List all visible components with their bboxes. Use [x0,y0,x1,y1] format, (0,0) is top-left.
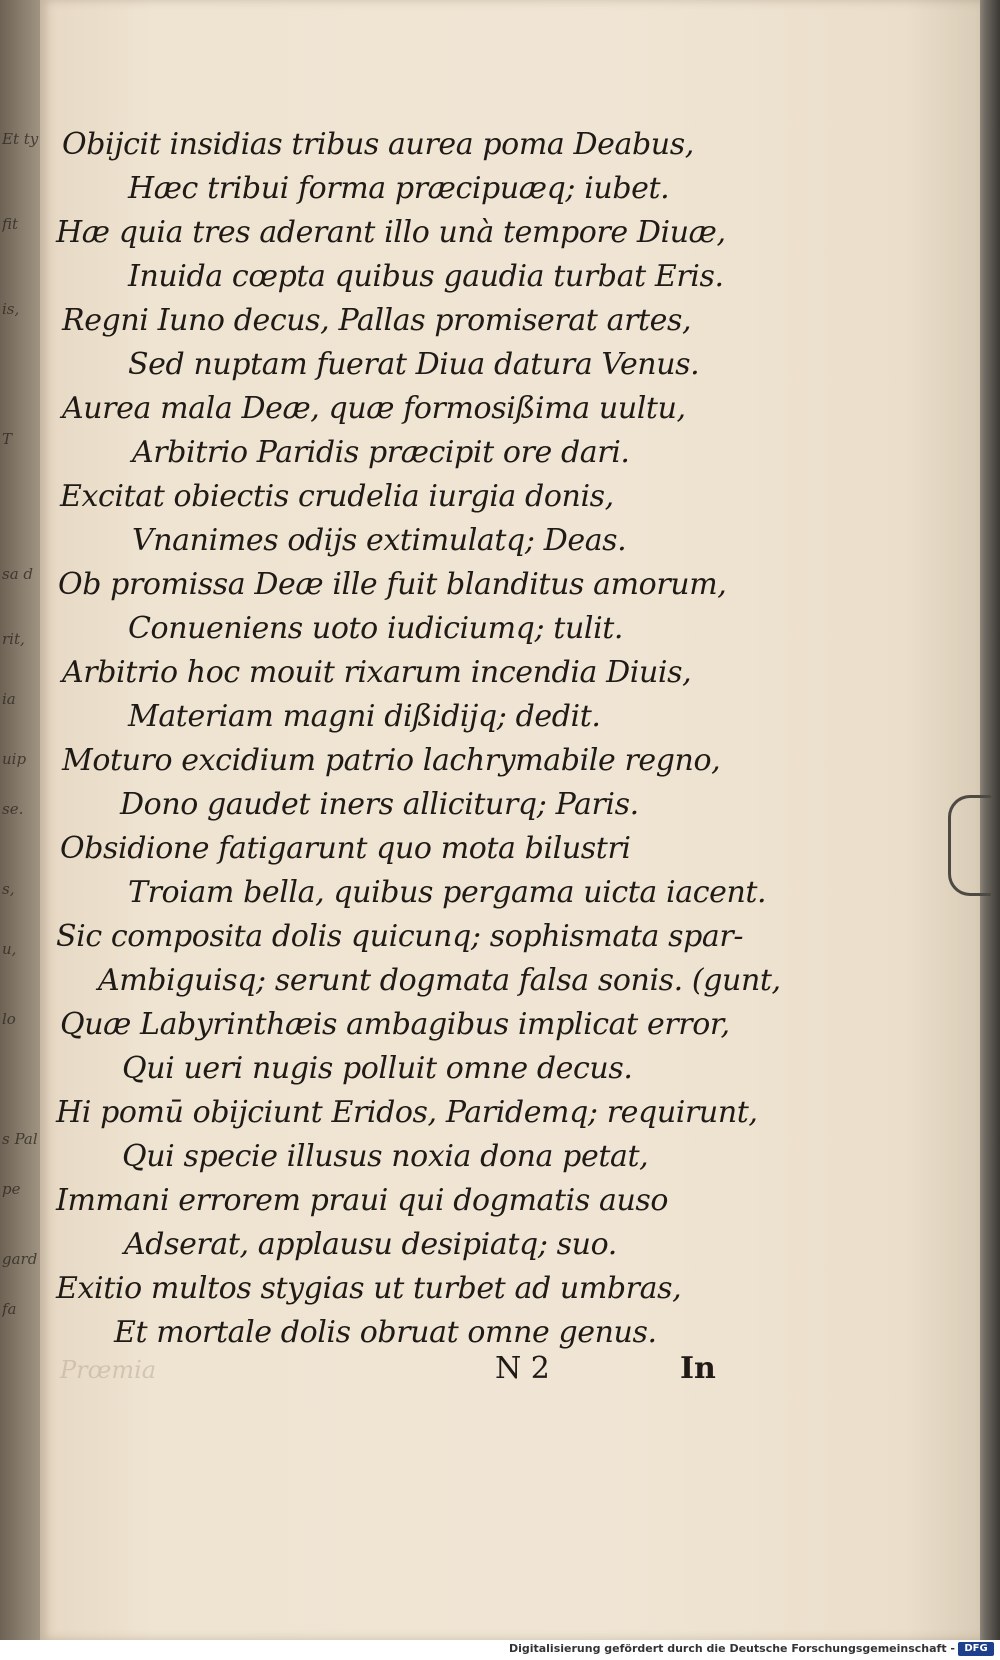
verse-line: Moturo excidium patrio lachrymabile regno, [62,743,721,778]
verse-line: Materiam magni dißidijq; dedit. [128,699,601,734]
poem-text [40,0,980,1400]
gutter-fragment: uip [2,750,27,768]
verse-line: Arbitrio hoc mouit rixarum incendia Diuis, [62,655,692,690]
verse-line: Dono gaudet iners alliciturq; Paris. [120,787,639,822]
gutter-fragment: lo [2,1010,16,1028]
verse-line: Et mortale dolis obruat omne genus. [114,1315,657,1350]
gutter-fragment: fa [2,1300,17,1318]
verse-line: Exitio multos stygias ut turbet ad umbras, [56,1271,682,1306]
gutter-fragment: rit, [2,630,25,648]
gutter-fragment: sa d [2,565,34,583]
verse-line: Troiam bella, quibus pergama uicta iacent. [128,875,767,910]
verse-line: Quæ Labyrinthæis ambagibus implicat error, [60,1007,730,1042]
page-clip [948,795,991,896]
gutter-fragment: gard [2,1250,38,1268]
gutter-fragment: s Pal [2,1130,38,1148]
verse-line: Conueniens uoto iudiciumq; tulit. [128,611,624,646]
bleed-through-text: Prœmia [60,1356,157,1384]
gutter-fragment: u, [2,940,17,958]
verse-line: Excitat obiectis crudelia iurgia donis, [60,479,614,514]
verse-line: Obijcit insidias tribus aurea poma Deabus, [62,127,694,162]
verse-line: Arbitrio Paridis præcipit ore dari. [132,435,630,470]
verse-line: Immani errorem praui qui dogmatis auso [56,1183,669,1218]
verse-line: Qui specie illusus noxia dona petat, [122,1139,649,1174]
gutter-fragment: is, [2,300,20,318]
book-page [40,0,980,1640]
verse-line: Ambiguisq; serunt dogmata falsa sonis. (gunt, [98,963,781,998]
gutter-fragment: pe [2,1180,21,1198]
gutter-fragment: T [2,430,13,448]
gutter-fragment: Et ty [2,130,39,148]
verse-line: Adserat, applausu desipiatq; suo. [124,1227,617,1262]
verse-line: Aurea mala Deæ, quæ formosißima uultu, [62,391,686,426]
gutter-fragment: se. [2,800,24,818]
verse-line: Inuida cœpta quibus gaudia turbat Eris. [128,259,724,294]
verse-line: Ob promissa Deæ ille fuit blanditus amorum, [58,567,727,602]
catchword: In [680,1351,716,1386]
verse-line: Regni Iuno decus, Pallas promiserat artes, [62,303,692,338]
verse-line: Hi pomū obijciunt Eridos, Paridemq; requirunt, [56,1095,758,1130]
verse-line: Hæc tribui forma præcipuæq; iubet. [128,171,670,206]
dfg-logo: DFG [958,1642,994,1656]
gutter-fragment: ia [2,690,16,708]
verse-line: Qui ueri nugis polluit omne decus. [122,1051,633,1086]
verse-line: Hæ quia tres aderant illo unà tempore Diuæ, [56,215,726,250]
signature-mark: N 2 [495,1351,550,1386]
footer-bar [0,1640,1000,1660]
gutter-fragment: s, [2,880,15,898]
gutter-fragment: fit [2,215,19,233]
verse-line: Vnanimes odijs extimulatq; Deas. [132,523,627,558]
verse-line: Sic composita dolis quicunq; sophismata spar- [56,919,744,954]
verse-line: Obsidione fatigarunt quo mota bilustri [60,831,631,866]
verse-line: Sed nuptam fuerat Diua datura Venus. [128,347,700,382]
footer-credit: Digitalisierung gefördert durch die Deutsche Forschungsgemeinschaft - [508,1642,955,1655]
